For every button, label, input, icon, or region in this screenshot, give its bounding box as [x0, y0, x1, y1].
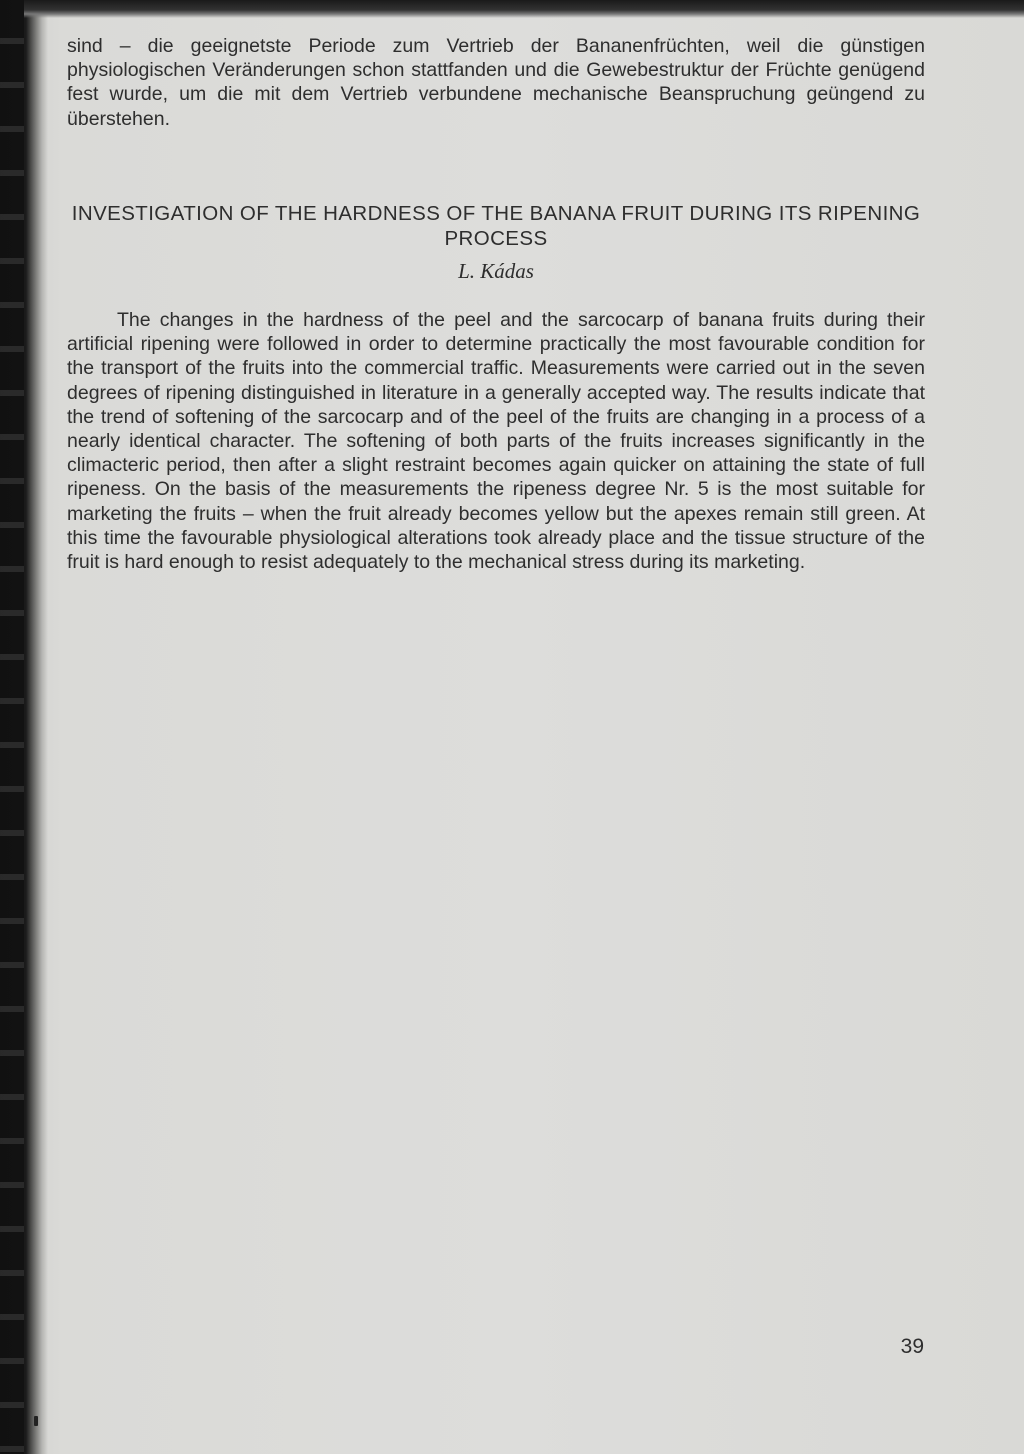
abstract-paragraph: The changes in the hardness of the peel and the sarcocarp of banana fruits during their artificial ripening were followed in order to determine practically the most favourable condition for the transport of the fruits into the commercial traffic. Measurements were carried out in the seven degrees of ripening distinguished in literature in a generally accepted way. The results indicate that the trend of softening of the sarcocarp and of the peel of the fruits are changing in a process of a nearly identical character. The softening of both parts of the fruits increases significantly in the climacteric period, then after a slight restraint becomes again quicker on attaining the state of full ripeness. On the basis of the measurements the ripeness degree Nr. 5 is the most suitable for marketing the fruits – when the fruit already becomes yellow but the apexes remain still green. At this time the favourable physiological alterations took already place and the tissue structure of the fruit is hard enough to resist adequately to the mechanical stress during its marketing. [67, 309, 925, 574]
top-edge-shadow [24, 0, 1024, 18]
german-paragraph: sind – die geeignetste Periode zum Vertrieb der Bananenfrüchten, weil die günstigen physiologischen Veränderungen schon stattfanden und die Gewebestruktur der Früchte genügend fest wurde, um die mit dem Vertrieb verbundene mechanische Beanspruchung geüngend zu überstehen. [67, 35, 925, 130]
margin-mark [34, 1416, 38, 1426]
author-name: L. Kádas [458, 259, 534, 283]
binding-strip [0, 0, 24, 1454]
article-title: INVESTIGATION OF THE HARDNESS OF THE BANANA FRUIT DURING ITS RIPENING PROCESS [71, 202, 921, 250]
page-number: 39 [900, 1335, 924, 1358]
